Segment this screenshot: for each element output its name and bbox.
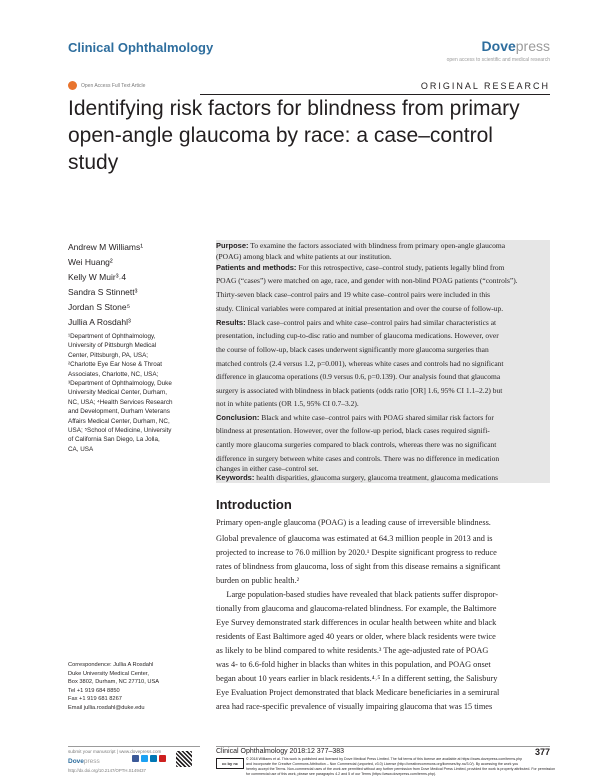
body-line: Global prevalence of glaucoma was estimated at 64.3 million people in 2013 and is: [216, 534, 493, 543]
license-text: [246, 757, 556, 777]
author-list: [68, 240, 208, 330]
correspondence: [68, 661, 208, 713]
body-line: area had race-specific prevalence of visually impairing glaucoma that was 15 times: [216, 702, 493, 711]
qr-code-icon: [176, 751, 192, 767]
body-line: Primary open-angle glaucoma (POAG) is a leading cause of irreversible blindness.: [216, 518, 491, 527]
body-line: began about 10 years earlier in black residents.⁴˒⁵ In a different setting, the Salisbury: [216, 674, 498, 683]
abstract-heading: Purpose:: [216, 241, 249, 250]
footer-publisher-logo: [68, 758, 100, 765]
youtube-icon[interactable]: [159, 755, 166, 762]
facebook-icon[interactable]: [132, 755, 139, 762]
abstract-text: To examine the factors associated with blindness from primary open-angle glaucoma: [248, 241, 506, 250]
abstract-text: difference in surgery between white cases and controls. There was no difference in medication: [216, 454, 500, 463]
abstract-line: [216, 473, 550, 484]
affiliation-line: NC, USA; ⁴Health Services Research: [68, 398, 173, 406]
publisher-logo: [482, 38, 550, 54]
license-line: for commercial use of this work, please see paragraphs 4.2 and 5 of our Terms (https://www.dovepress.com/terms.php).: [246, 772, 437, 776]
publisher-tagline: open access to scientific and medical research: [446, 57, 550, 63]
abstract-text: (POAG) among black and white patients at our institution.: [216, 252, 392, 261]
affiliation-line: ³Department of Ophthalmology, Duke: [68, 380, 172, 388]
affiliation-line: University Medical Center, Durham,: [68, 389, 168, 397]
body-line: Eye Evaluation Project demonstrated that black Medicare beneficiaries in a semirural: [216, 688, 500, 697]
creative-commons-icon: cc by nc: [216, 758, 244, 769]
abstract-text: blindness at presentation. However, over the follow-up period, black cases required signifi-: [216, 426, 490, 435]
abstract-line: [216, 252, 550, 263]
body-line: rates of blindness from glaucoma, loss of sight from this disease remains a significant: [216, 562, 501, 571]
abstract-line: [216, 318, 550, 329]
abstract-line: [216, 331, 550, 342]
title-line: study: [68, 151, 119, 174]
page-number: 377: [534, 747, 550, 757]
abstract-text: Black and white case–control pairs with POAG shared similar risk factors for: [259, 413, 494, 422]
correspondence-line: Box 3802, Durham, NC 27710, USA: [68, 679, 160, 686]
affiliation-line: Associates, Charlotte, NC, USA;: [68, 370, 159, 378]
article-type: ORIGINAL RESEARCH: [420, 81, 550, 91]
affiliation-line: USA; ⁵School of Medicine, University: [68, 427, 172, 435]
affiliations: [68, 332, 208, 454]
title-line: Identifying risk factors for blindness from primary: [68, 97, 520, 120]
social-icons: [132, 755, 192, 767]
abstract-text: study. Clinical variables were compared at initial presentation and over the course of follow-up.: [216, 304, 504, 313]
license-line: and incorporate the Creative Commons Attribution – Non Commercial (unported, v3.0) License (http://creativecommons.org/licenses/by-nc/3.0/). By accessing the work you: [246, 762, 519, 766]
abstract-text: matched controls (2.4 versus 1.2, p=0.001), whereas white cases and controls had no significant: [216, 359, 504, 368]
affiliation-line: University of Pittsburgh Medical: [68, 342, 157, 350]
license-line: hereby accept the Terms. Non-commercial uses of the work are permitted without any further permission from Dove Medical Press Limited, provided the work is properly attributed. For permission: [246, 767, 556, 771]
correspondence-line: Correspondence: Jullia A Rosdahl: [68, 662, 154, 668]
abstract-line: [216, 304, 550, 315]
title-line: open-angle glaucoma by race: a case–control: [68, 124, 493, 147]
footer-divider-right: [216, 746, 550, 747]
body-line: residents of East Baltimore aged 40 years or older, where black residents were twice: [216, 632, 496, 641]
abstract-line: [216, 386, 550, 397]
abstract-line: [216, 276, 550, 287]
abstract-text: presentation, including cup-to-disc ratio and number of glaucoma medications. However, over: [216, 331, 499, 340]
affiliation-line: Affairs Medical Center, Durham, NC,: [68, 417, 170, 425]
abstract-text: difference in glaucoma operations (0.9 versus 0.6, p=0.139). Our analysis found that glaucoma: [216, 372, 501, 381]
abstract-text: cantly more glaucoma surgeries compared to black controls, whereas there was no significant: [216, 440, 497, 449]
affiliation-line: of California San Diego, La Jolla,: [68, 436, 160, 444]
author: Andrew M Williams¹: [68, 242, 144, 252]
abstract-line: [216, 345, 550, 356]
doi-link[interactable]: http://dx.doi.org/10.2147/OPTH.S149437: [68, 768, 146, 773]
author: Sandra S Stinnett³: [68, 287, 138, 297]
footer-publisher-part1: Dove: [68, 758, 84, 765]
abstract-text: changes in either case–control set.: [216, 464, 319, 473]
abstract-line: [216, 372, 550, 383]
correspondence-line: Fax +1 919 681 8267: [68, 696, 122, 703]
affiliation-line: Center, Pittsburgh, PA, USA;: [68, 351, 149, 359]
open-access-icon: [68, 81, 77, 90]
linkedin-icon[interactable]: [150, 755, 157, 762]
correspondence-email[interactable]: Email jullia.rosdahl@duke.edu: [68, 704, 145, 711]
affiliation-line: and Development, Durham Veterans: [68, 408, 170, 416]
abstract-heading: Results:: [216, 318, 246, 327]
publisher-name-part2: press: [515, 38, 550, 54]
body-line: burden on public health.²: [216, 576, 300, 585]
body-line: as likely to be blind compared to white residents.³ The age-adjusted rate of POAG: [216, 646, 489, 655]
publisher-name-part1: Dove: [481, 38, 516, 54]
abstract-heading: Keywords:: [216, 473, 255, 482]
abstract-line: [216, 413, 550, 424]
abstract-heading: Patients and methods:: [216, 263, 297, 272]
article-title: [68, 95, 538, 176]
submit-manuscript-link[interactable]: submit your manuscript | www.dovepress.com: [68, 749, 162, 754]
correspondence-line: Tel +1 919 684 8850: [68, 687, 120, 694]
footer-divider-left: [68, 746, 200, 747]
body-line: Eye Survey demonstrated stark differences in ocular health between white and black: [216, 618, 497, 627]
twitter-icon[interactable]: [141, 755, 148, 762]
abstract-line: [216, 359, 550, 370]
abstract-box: [216, 240, 550, 483]
journal-name: Clinical Ophthalmology: [68, 40, 214, 55]
abstract-line: [216, 399, 550, 410]
abstract-heading: Conclusion:: [216, 413, 260, 422]
affiliation-line: ¹Department of Ophthalmology,: [68, 333, 156, 340]
abstract-text: For this retrospective, case–control study, patients legally blind from: [296, 263, 505, 272]
abstract-line: [216, 440, 550, 451]
correspondence-line: Duke University Medical Center,: [68, 670, 149, 677]
affiliation-line: ²Charlotte Eye Ear Nose & Throat: [68, 361, 163, 369]
author: Jordan S Stone⁵: [68, 302, 131, 312]
author: Kelly W Muir³˒4: [68, 272, 127, 282]
abstract-line: [216, 263, 550, 274]
footer-publisher-part2: press: [83, 758, 100, 765]
footer-citation: Clinical Ophthalmology 2018:12 377–383: [216, 748, 345, 755]
body-line: projected to increase to 76.0 million by 2020.¹ Despite significant progress to reduce: [216, 548, 497, 557]
abstract-text: Black case–control pairs and white case–control pairs had similar characteristics at: [245, 318, 497, 327]
abstract-text: POAG (“cases”) were matched on age, race, and gender with non-blind POAG patients (“controls”).: [216, 276, 518, 285]
open-access-text: Open Access Full Text Article: [81, 82, 146, 89]
body-line: was 4- to 6.6-fold higher in blacks than whites in this population, and POAG onset: [216, 660, 491, 669]
affiliation-line: CA, USA: [68, 445, 94, 453]
body-line: Large population-based studies have revealed that black patients suffer dispropor-: [216, 590, 498, 599]
abstract-text: not in white patients (OR 1.5, 95% CI 0.7–3.2).: [216, 399, 359, 408]
abstract-text: surgery is associated with blindness in black patients (odds ratio [OR] 1.6, 95% CI 1.1–2.2) but: [216, 386, 503, 395]
abstract-text: the course of follow-up, black cases underwent significantly more glaucoma surgeries than: [216, 345, 489, 354]
open-access-label: [68, 81, 145, 90]
author: Wei Huang²: [68, 257, 113, 267]
abstract-line: [216, 426, 550, 437]
license-line: © 2018 Williams et al. This work is published and licensed by Dove Medical Press Limited. The full terms of this license are available at https://www.dovepress.com/terms.php: [246, 757, 523, 761]
abstract-line: [216, 290, 550, 301]
body-line: tionally from glaucoma and glaucoma-related blindness. For example, the Baltimore: [216, 604, 497, 613]
author: Jullia A Rosdahl³: [68, 317, 131, 327]
abstract-text: health disparities, glaucoma surgery, glaucoma treatment, glaucoma medications: [254, 473, 499, 482]
abstract-line: [216, 241, 550, 252]
section-heading: Introduction: [216, 497, 292, 512]
abstract-text: Thirty-seven black case–control pairs and 19 white case–control pairs were included in this: [216, 290, 491, 299]
